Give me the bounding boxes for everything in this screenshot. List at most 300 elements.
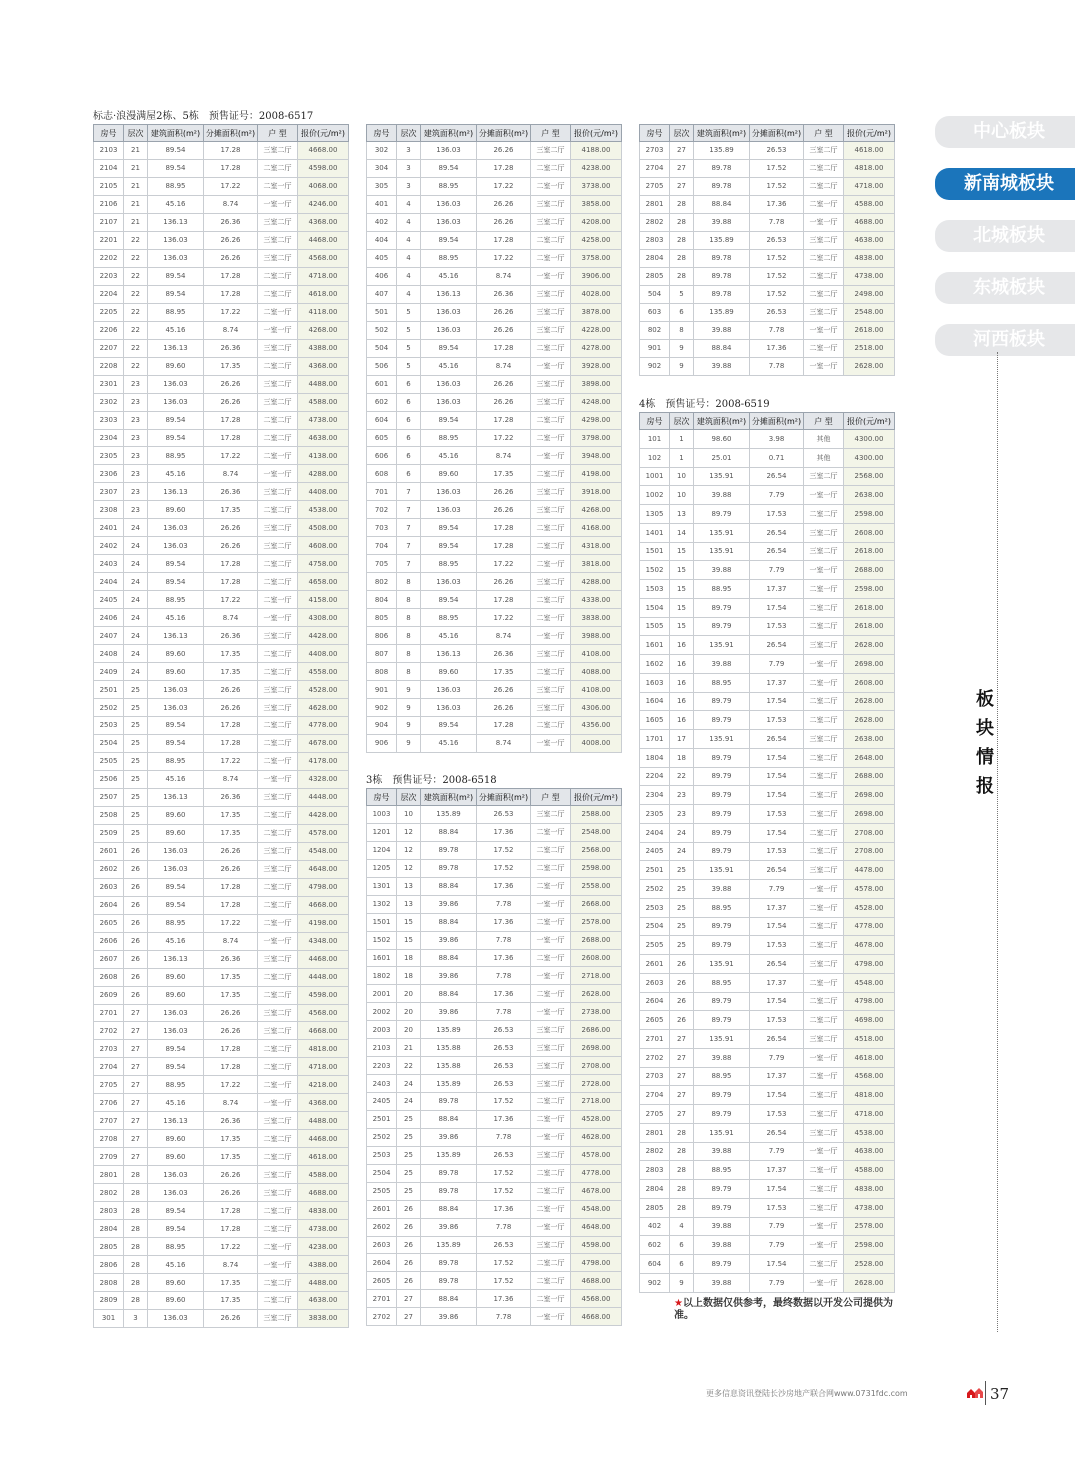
table-cell: 17.37 [750,1161,804,1180]
building-caption-3: 3栋 预售证号：2008-6518 [366,775,497,786]
table-cell: 6 [670,1236,694,1255]
table-cell: 89.54 [148,1040,204,1058]
table-cell: 21 [124,177,148,195]
table-cell: 2405 [640,842,670,861]
table-cell: 9 [397,699,421,717]
table-cell: 17.22 [204,447,258,465]
table-cell: 17.28 [204,267,258,285]
table-row [94,1166,349,1184]
table-cell: 24 [124,609,148,627]
table-cell: 89.54 [148,159,204,177]
table-cell: 二室一厅 [531,985,571,1003]
table-cell: 45.16 [421,627,477,645]
table-cell: 8 [397,573,421,591]
table-cell: 二室二厅 [258,824,298,842]
table-cell: 136.13 [148,483,204,501]
table-cell: 26 [124,878,148,896]
table-cell: 3 [397,159,421,177]
table-cell: 26.54 [750,955,804,974]
column-header: 分摊面积(m²) [477,789,531,806]
table-cell: 8.74 [204,609,258,627]
table-cell: 26.54 [750,542,804,561]
column-header: 层次 [124,125,148,142]
table-cell: 2405 [94,591,124,609]
table-cell: 7.78 [477,1308,531,1326]
table-cell: 3758.00 [571,249,622,267]
table-cell: 26 [397,1254,421,1272]
table-cell: 2607 [94,950,124,968]
table-cell: 4778.00 [844,917,895,936]
table-cell: 2204 [640,767,670,786]
table-row [640,1255,895,1274]
table-cell: 二室一厅 [531,877,571,895]
table-row [94,663,349,681]
table-cell: 4688.00 [571,1272,622,1290]
table-row [94,591,349,609]
table-cell: 4198.00 [298,914,349,932]
table-cell: 2104 [94,159,124,177]
table-row [94,213,349,231]
table-cell: 三室二厅 [804,1030,844,1049]
table-cell: 2706 [94,1094,124,1112]
table-cell: 1504 [640,598,670,617]
table-cell: 6 [670,303,694,321]
table-cell: 4718.00 [298,1058,349,1076]
table-cell: 三室二厅 [258,231,298,249]
table-cell: 二室二厅 [258,573,298,591]
table-cell: 4638.00 [844,231,895,249]
table-row [640,842,895,861]
table-row [640,992,895,1011]
table-cell: 88.84 [421,823,477,841]
table-cell: 2628.00 [844,357,895,375]
table-cell: 二室二厅 [258,717,298,735]
table-cell: 4428.00 [298,627,349,645]
table-cell: 4268.00 [571,501,622,519]
table-cell: 136.03 [148,231,204,249]
table-cell: 402 [640,1217,670,1236]
table-cell: 2618.00 [844,598,895,617]
table-cell: 89.79 [694,617,750,636]
table-cell: 902 [367,699,397,717]
table-cell: 17.28 [204,159,258,177]
table-row [640,467,895,486]
table-cell: 502 [367,321,397,339]
table-cell: 三室二厅 [531,806,571,824]
table-cell: 三室二厅 [258,393,298,411]
table-cell: 2604 [94,896,124,914]
table-cell: 4618.00 [844,1048,895,1067]
table-cell: 17.52 [750,177,804,195]
table-cell: 二室二厅 [531,717,571,735]
table-row [367,501,622,519]
table-row [94,411,349,429]
table-cell: 135.89 [421,806,477,824]
table-row [367,142,622,160]
price-table [93,124,349,1328]
table-row [367,823,622,841]
table-cell: 89.78 [421,859,477,877]
table-cell: 7.78 [477,1128,531,1146]
table-cell: 7 [397,537,421,555]
table-cell: 二室二厅 [531,231,571,249]
table-cell: 902 [640,1273,670,1292]
table-cell: 16 [670,655,694,674]
table-row [640,617,895,636]
table-cell: 4298.00 [571,411,622,429]
table-cell: 2802 [640,1142,670,1161]
table-row [367,591,622,609]
table-cell: 1602 [640,655,670,674]
table-row [367,1039,622,1057]
table-cell: 17.22 [204,177,258,195]
table-cell: 2605 [640,1011,670,1030]
table-cell: 807 [367,645,397,663]
table-row [640,767,895,786]
table-cell: 二室二厅 [531,1182,571,1200]
table-cell: 2601 [367,1200,397,1218]
table-row [367,1075,622,1093]
table-cell: 501 [367,303,397,321]
table-cell: 一室一厅 [804,1273,844,1292]
table-cell: 136.03 [148,249,204,267]
table-cell: 10 [670,467,694,486]
table-row [94,878,349,896]
table-cell: 2207 [94,339,124,357]
table-cell: 25 [670,880,694,899]
table-cell: 三室二厅 [804,231,844,249]
table-cell: 三室二厅 [258,537,298,555]
table-cell: 三室二厅 [804,142,844,160]
table-cell: 一室一厅 [804,1236,844,1255]
table-cell: 4258.00 [571,231,622,249]
table-cell: 24 [397,1075,421,1093]
table-cell: 二室二厅 [258,1130,298,1148]
table-cell: 17.35 [204,1274,258,1292]
table-cell: 12 [397,823,421,841]
table-row [94,519,349,537]
table-cell: 45.16 [421,357,477,375]
table-cell: 4 [670,1217,694,1236]
table-cell: 20 [397,985,421,1003]
table-cell: 39.86 [421,1218,477,1236]
table-cell: 27 [124,1148,148,1166]
tab-center[interactable]: 中心板块 [935,116,1075,148]
table-cell: 2401 [94,519,124,537]
table-row [94,896,349,914]
table-cell: 2502 [640,880,670,899]
tab-xinnancheng[interactable]: 新南城板块 [935,168,1075,200]
table-cell: 9 [397,717,421,735]
table-cell: 二室二厅 [258,267,298,285]
table-cell: 2404 [640,823,670,842]
table-cell: 27 [124,1112,148,1130]
table-cell: 一室一厅 [531,734,571,752]
table-cell: 26.54 [750,861,804,880]
table-cell: 4698.00 [844,1011,895,1030]
table-cell: 17.54 [750,598,804,617]
table-cell: 22 [124,303,148,321]
table-cell: 12 [397,859,421,877]
table-cell: 26.53 [477,1146,531,1164]
table-cell: 136.03 [421,142,477,160]
dotted-divider [997,352,998,1332]
table-cell: 39.88 [694,655,750,674]
column-header: 层次 [397,125,421,142]
table-cell: 4538.00 [844,1123,895,1142]
table-cell: 7 [397,519,421,537]
table-cell: 136.03 [148,842,204,860]
table-row [640,580,895,599]
table-cell: 二室二厅 [804,692,844,711]
table-cell: 1701 [640,730,670,749]
table-cell: 4738.00 [844,1198,895,1217]
table-cell: 6 [397,447,421,465]
table-cell: 5 [397,357,421,375]
table-cell: 2498.00 [844,285,895,303]
table-cell: 705 [367,555,397,573]
table-cell: 27 [397,1290,421,1308]
table-cell: 17.22 [204,1238,258,1256]
table-cell: 一室一厅 [258,609,298,627]
table-cell: 5 [397,303,421,321]
table-row [640,673,895,692]
table-cell: 89.54 [148,429,204,447]
tab-dongcheng[interactable]: 东城板块 [935,272,1075,304]
table-cell: 22 [124,321,148,339]
table-cell: 4838.00 [844,249,895,267]
table-cell: 二室二厅 [804,1180,844,1199]
table-cell: 1503 [640,580,670,599]
table-cell: 6 [670,1255,694,1274]
table-cell: 2698.00 [844,655,895,674]
table-row [94,357,349,375]
table-row [640,748,895,767]
table-cell: 4388.00 [298,339,349,357]
table-cell: 2705 [640,177,670,195]
column-header: 报价(元/m²) [844,125,895,142]
table-cell: 89.79 [694,842,750,861]
table-row [367,967,622,985]
footer-text: 更多信息资讯登陆长沙房地产联合网www.0731fdc.com [706,1389,908,1398]
table-cell: 4568.00 [571,1290,622,1308]
table-cell: 135.88 [421,1057,477,1075]
table-cell: 89.54 [421,537,477,555]
table-cell: 1204 [367,841,397,859]
table-row [640,1105,895,1124]
table-row [94,465,349,483]
table-cell: 7.79 [750,1236,804,1255]
table-cell: 17.53 [750,936,804,955]
table-row [94,806,349,824]
table-row [367,1236,622,1254]
table-cell: 17.28 [204,1220,258,1238]
table-cell: 136.03 [421,699,477,717]
table-cell: 三室二厅 [804,303,844,321]
table-cell: 135.91 [694,523,750,542]
table-cell: 18 [397,967,421,985]
table-cell: 136.13 [148,627,204,645]
table-cell: 4528.00 [571,1110,622,1128]
table-cell: 二室一厅 [531,609,571,627]
table-cell: 三室二厅 [258,1166,298,1184]
table-cell: 136.13 [148,1112,204,1130]
table-cell: 136.13 [148,213,204,231]
table-cell: 902 [640,357,670,375]
table-cell: 二室二厅 [804,1198,844,1217]
table-cell: 2809 [94,1292,124,1310]
table-row [640,1123,895,1142]
table-cell: 26.36 [204,788,258,806]
table-cell: 4678.00 [844,936,895,955]
table-cell: 26 [397,1236,421,1254]
table-cell: 89.60 [148,824,204,842]
table-cell: 15 [670,561,694,580]
house-logo-icon [966,1387,984,1399]
table-cell: 89.54 [148,411,204,429]
table-cell: 4618.00 [298,1148,349,1166]
table-cell: 2804 [640,249,670,267]
table-cell: 2609 [94,986,124,1004]
table-cell: 2618.00 [844,542,895,561]
table-cell: 901 [367,681,397,699]
price-table [366,124,622,753]
table-cell: 23 [670,786,694,805]
table-cell: 二室二厅 [804,992,844,1011]
table-row [94,1238,349,1256]
table-cell: 一室一厅 [804,655,844,674]
column-header: 报价(元/m²) [844,413,895,430]
tab-beicheng[interactable]: 北城板块 [935,220,1075,252]
table-cell: 26 [670,1011,694,1030]
building-caption-4: 4栋 预售证号：2008-6519 [639,399,770,410]
table-cell: 三室二厅 [531,1021,571,1039]
table-cell: 4668.00 [571,1308,622,1326]
table-cell: 三室二厅 [531,285,571,303]
table-cell: 135.91 [694,955,750,974]
table-cell: 89.54 [421,159,477,177]
table-row [94,788,349,806]
tab-hexi[interactable]: 河西板块 [935,324,1075,356]
table-cell: 三室二厅 [531,393,571,411]
table-cell: 4668.00 [298,1022,349,1040]
table-cell: 26.36 [477,285,531,303]
table-cell: 39.86 [421,1308,477,1326]
table-cell: 4228.00 [571,321,622,339]
table-cell: 98.60 [694,430,750,449]
table-cell: 27 [670,1067,694,1086]
table-cell: 601 [367,375,397,393]
table-cell: 8.74 [204,321,258,339]
table-cell: 7 [397,483,421,501]
table-cell: 88.95 [148,591,204,609]
table-cell: 8 [397,591,421,609]
table-cell: 二室二厅 [804,267,844,285]
table-cell: 8 [397,663,421,681]
table-cell: 804 [367,591,397,609]
table-cell: 4648.00 [571,1218,622,1236]
table-cell: 二室一厅 [531,177,571,195]
table-cell: 39.88 [694,1142,750,1161]
table-cell: 9 [397,734,421,752]
table-cell: 89.60 [148,1292,204,1310]
table-cell: 702 [367,501,397,519]
table-cell: 4628.00 [571,1128,622,1146]
table-cell: 45.16 [148,1094,204,1112]
table-cell: 136.13 [148,339,204,357]
table-cell: 4 [397,285,421,303]
table-cell: 8 [670,321,694,339]
table-cell: 一室一厅 [804,1142,844,1161]
table-row [640,898,895,917]
table-cell: 4088.00 [571,663,622,681]
table-cell: 25.01 [694,448,750,467]
table-cell: 88.95 [421,609,477,627]
table-cell: 二室一厅 [804,673,844,692]
table-cell: 2202 [94,249,124,267]
table-cell: 89.60 [148,1130,204,1148]
table-row [94,627,349,645]
table-cell: 26.26 [204,842,258,860]
table-cell: 4368.00 [298,1094,349,1112]
table-cell: 26.54 [750,730,804,749]
table-cell: 28 [124,1184,148,1202]
table-cell: 7.78 [477,895,531,913]
table-cell: 三室二厅 [804,955,844,974]
table-cell: 一室一厅 [531,1003,571,1021]
table-row [94,339,349,357]
table-cell: 89.54 [421,717,477,735]
table-row [94,770,349,788]
table-cell: 4028.00 [571,285,622,303]
table-row [94,1202,349,1220]
table-row [640,730,895,749]
table-cell: 101 [640,430,670,449]
table-cell: 二室二厅 [804,711,844,730]
table-cell: 2504 [94,734,124,752]
table-cell: 2604 [367,1254,397,1272]
table-cell: 二室二厅 [258,501,298,519]
table-cell: 8 [397,609,421,627]
table-cell: 22 [124,249,148,267]
table-cell: 504 [367,339,397,357]
table-row [94,609,349,627]
table-cell: 4368.00 [298,357,349,375]
table-cell: 27 [670,1030,694,1049]
table-cell: 4618.00 [298,285,349,303]
table-cell: 一室一厅 [531,447,571,465]
table-cell: 4548.00 [571,1200,622,1218]
table-cell: 17.28 [204,878,258,896]
table-cell: 4818.00 [844,1086,895,1105]
table-cell: 二室二厅 [258,1274,298,1292]
table-cell: 401 [367,195,397,213]
table-cell: 135.89 [694,303,750,321]
district-tabs [935,116,1075,376]
table-cell: 89.54 [421,231,477,249]
table-cell: 26 [124,986,148,1004]
table-cell: 2507 [94,788,124,806]
table-cell: 23 [124,447,148,465]
table-cell: 2206 [94,321,124,339]
column-1 [93,110,349,1328]
table-cell: 89.79 [694,1255,750,1274]
table-row [640,542,895,561]
table-cell: 16 [670,673,694,692]
table-cell: 2601 [94,842,124,860]
table-cell: 2805 [94,1238,124,1256]
table-cell: 2801 [94,1166,124,1184]
